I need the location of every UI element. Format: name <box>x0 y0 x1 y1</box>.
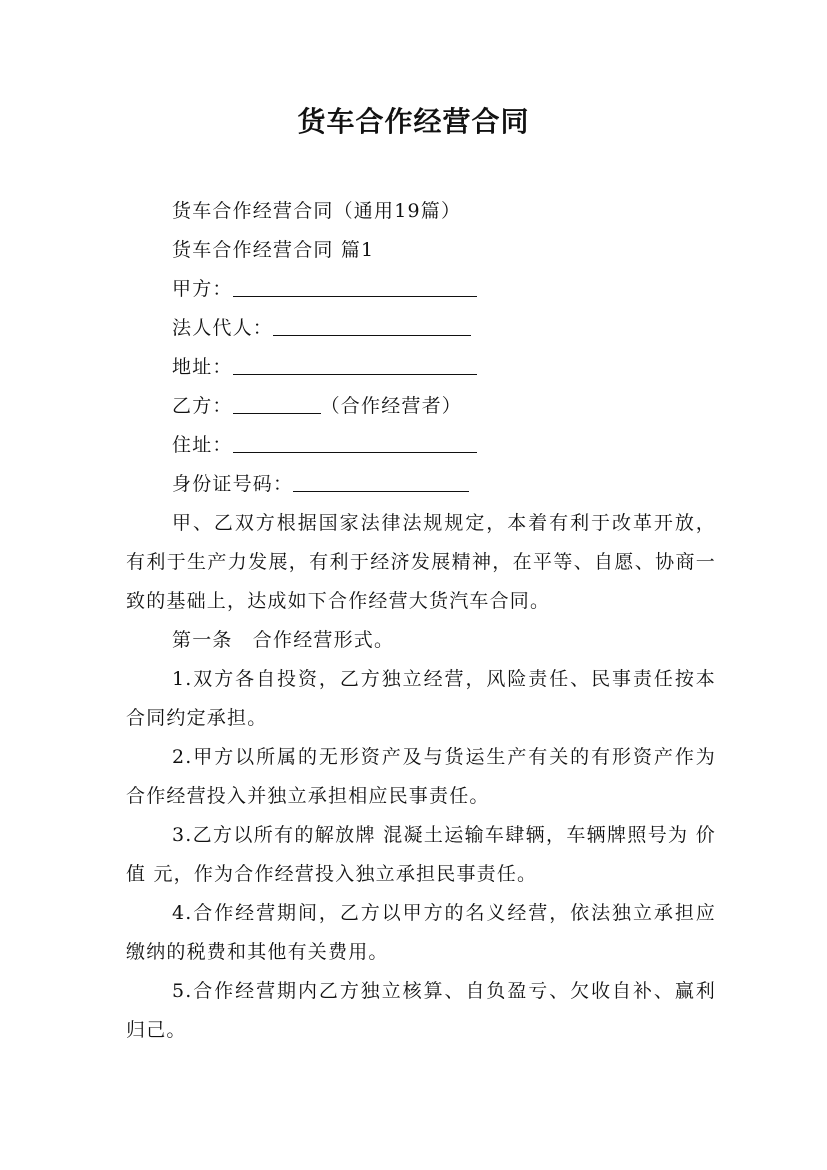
party-b-blank <box>233 395 321 414</box>
id-number-blank <box>293 473 469 492</box>
clause-4: 4.合作经营期间，乙方以甲方的名义经营，依法独立承担应缴纳的税费和其他有关费用。 <box>126 902 716 963</box>
clause-1: 1.双方各自投资，乙方独立经营，风险责任、民事责任按本合同约定承担。 <box>126 668 716 729</box>
document-subtitle: 货车合作经营合同（通用19篇） <box>172 200 462 222</box>
legal-rep-field <box>126 309 762 348</box>
residence-field <box>126 426 762 465</box>
party-a-label: 甲方： <box>172 278 233 300</box>
party-b-suffix: （合作经营者） <box>320 395 463 417</box>
id-number-field <box>126 465 762 504</box>
clause-3: 3.乙方以所有的解放牌 混凝土运输车肆辆，车辆牌照号为 价值 元，作为合作经营投入独立承担民事责任。 <box>126 824 716 885</box>
legal-rep-blank <box>273 317 471 336</box>
clause-5: 5.合作经营期内乙方独立核算、自负盈亏、欠收自补、赢利归己。 <box>126 980 716 1041</box>
section-heading: 货车合作经营合同 篇1 <box>172 239 375 261</box>
party-b-field <box>126 387 762 426</box>
intro-paragraph: 甲、乙双方根据国家法律法规规定，本着有利于改革开放，有利于生产力发展，有利于经济发展精神，在平等、自愿、协商一致的基础上，达成如下合作经营大货汽车合同。 <box>126 512 716 612</box>
party-a-blank <box>233 278 477 297</box>
document-title: 货车合作经营合同 <box>297 105 530 138</box>
address-label: 地址： <box>172 356 233 378</box>
id-number-label: 身份证号码： <box>172 473 294 495</box>
address-blank <box>233 356 477 375</box>
party-a-field <box>126 270 762 309</box>
residence-label: 住址： <box>172 434 233 456</box>
address-field <box>126 348 762 387</box>
clause-2: 2.甲方以所属的无形资产及与货运生产有关的有形资产作为合作经营投入并独立承担相应民事责任。 <box>126 746 716 807</box>
party-b-label: 乙方： <box>172 395 233 417</box>
legal-rep-label: 法人代人： <box>172 317 274 339</box>
residence-blank <box>233 434 477 453</box>
article-1-heading: 第一条 合作经营形式。 <box>172 629 395 651</box>
